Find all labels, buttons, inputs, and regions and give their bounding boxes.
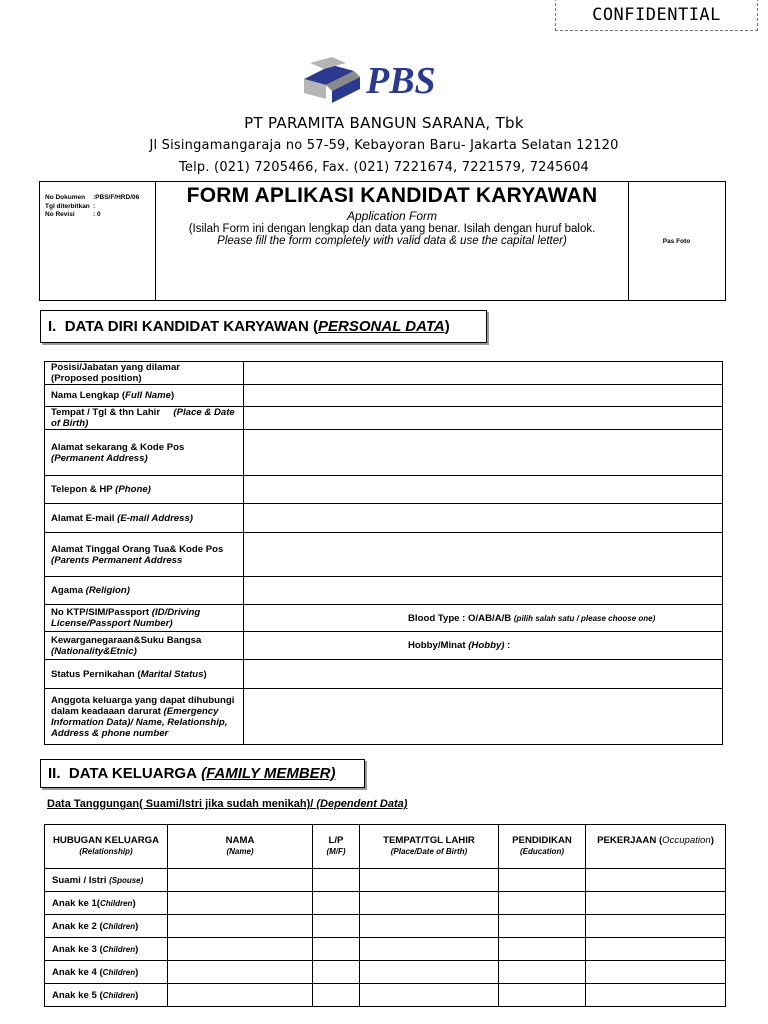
section-personal-data (40, 310, 487, 343)
logo-text: PBS (366, 60, 436, 102)
row-email (45, 504, 723, 533)
photo-label: Pas Foto (662, 237, 691, 245)
cell-birth[interactable] (360, 984, 499, 1007)
field-full-name[interactable] (244, 385, 723, 407)
family-row-child-4 (45, 961, 726, 984)
doc-date-value: : (93, 202, 96, 210)
row-id-number (45, 605, 723, 632)
label-nationality: Kewarganegaraan&Suku Bangsa (Nationality&Etnic) (45, 632, 244, 660)
section-number: II. (48, 765, 61, 782)
label-id-number: No KTP/SIM/Passport (ID/Driving License/Passport Number) (45, 605, 244, 632)
company-address: Jl Sisingamangaraja no 57-59, Kebayoran Baru- Jakarta Selatan 12120 (149, 138, 619, 153)
family-row-child-5 (45, 984, 726, 1007)
family-header-row (45, 825, 726, 869)
label-birth: Tempat / Tgl & thn Lahir (Place & Date of Birth) (45, 407, 244, 430)
row-parents-address (45, 533, 723, 577)
family-row-spouse (45, 869, 726, 892)
relationship-child-3: Anak ke 3 (Children) (45, 938, 168, 961)
cell-birth[interactable] (360, 961, 499, 984)
cell-education[interactable] (499, 961, 586, 984)
company-logo (302, 55, 472, 103)
field-blood-type[interactable]: Blood Type : O/AB/A/B (pilih salah satu / please choose one) (244, 605, 723, 632)
field-emergency-contact[interactable] (244, 689, 723, 745)
field-address[interactable] (244, 430, 723, 476)
field-email[interactable] (244, 504, 723, 533)
instruction-indonesian: (Isilah Form ini dengan lengkap dan data yang benar. Isilah dengan huruf balok. (188, 223, 596, 235)
col-birth: TEMPAT/TGL LAHIR (Place/Date of Birth) (360, 825, 499, 869)
section-title-en: PERSONAL DATA (318, 318, 445, 335)
label-position: Posisi/Jabatan yang dilamar (Proposed position) (45, 362, 244, 385)
label-phone: Telepon & HP (Phone) (45, 476, 244, 504)
section-title: DATA DIRI KANDIDAT KARYAWAN ( (64, 318, 319, 335)
cell-occupation[interactable] (586, 984, 726, 1007)
company-name: PT PARAMITA BANGUN SARANA, Tbk (244, 114, 524, 132)
col-name: NAMA (Name) (168, 825, 313, 869)
label-address: Alamat sekarang & Kode Pos (Permanent Address) (45, 430, 244, 476)
doc-revision-value: : 0 (93, 211, 101, 218)
cell-name[interactable] (168, 938, 313, 961)
cell-education[interactable] (499, 984, 586, 1007)
relationship-child-4: Anak ke 4 (Children) (45, 961, 168, 984)
label-emergency-contact: Anggota keluarga yang dapat dihubungi dalam keadaaan darurat (Emergency Information Data)/ Name, Relationship, Address & phone number (45, 689, 244, 745)
field-phone[interactable] (244, 476, 723, 504)
cell-birth[interactable] (360, 892, 499, 915)
col-gender: L/P (M/F) (313, 825, 360, 869)
field-position[interactable] (244, 362, 723, 385)
row-religion (45, 577, 723, 605)
row-position (45, 362, 723, 385)
cell-education[interactable] (499, 915, 586, 938)
section-family-data (40, 759, 365, 788)
section-title: DATA KELUARGA (68, 765, 197, 782)
cell-birth[interactable] (360, 915, 499, 938)
cell-gender[interactable] (313, 915, 360, 938)
doc-number-label: No Dokumen (45, 194, 86, 201)
field-parents-address[interactable] (244, 533, 723, 577)
cell-occupation[interactable] (586, 869, 726, 892)
form-subtitle: Application Form (346, 209, 438, 223)
row-address (45, 430, 723, 476)
relationship-spouse: Suami / Istri (Spouse) (45, 869, 168, 892)
field-hobby[interactable]: Hobby/Minat (Hobby) : (244, 632, 723, 660)
family-member-table (44, 824, 726, 1007)
document-info (40, 182, 156, 300)
label-parents-address: Alamat Tinggal Orang Tua& Kode Pos (Parents Permanent Address (45, 533, 244, 577)
doc-number-value: :PBS/F/HRD/06 (93, 194, 140, 201)
section-number: I. (48, 318, 57, 335)
cell-education[interactable] (499, 938, 586, 961)
cell-birth[interactable] (360, 869, 499, 892)
family-row-child-3 (45, 938, 726, 961)
row-marital-status (45, 660, 723, 689)
cell-occupation[interactable] (586, 915, 726, 938)
col-education: PENDIDIKAN (Education) (499, 825, 586, 869)
cell-gender[interactable] (313, 869, 360, 892)
confidential-stamp: CONFIDENTIAL (555, 0, 758, 31)
family-row-child-2 (45, 915, 726, 938)
relationship-child-2: Anak ke 2 (Children) (45, 915, 168, 938)
col-occupation: PEKERJAAN (Occupation) (586, 825, 726, 869)
photo-box[interactable] (628, 182, 725, 300)
doc-revision-label: No Revisi (45, 211, 75, 218)
cell-gender[interactable] (313, 938, 360, 961)
instruction-english: Please fill the form completely with valid data & use the capital letter) (217, 235, 567, 247)
row-birth (45, 407, 723, 430)
form-title: FORM APLIKASI KANDIDAT KARYAWAN (186, 184, 598, 207)
cell-gender[interactable] (313, 961, 360, 984)
relationship-child-1: Anak ke 1(Children) (45, 892, 168, 915)
label-religion: Agama (Religion) (45, 577, 244, 605)
relationship-child-5: Anak ke 5 (Children) (45, 984, 168, 1007)
cell-name[interactable] (168, 892, 313, 915)
cell-name[interactable] (168, 869, 313, 892)
label-marital-status: Status Pernikahan (Marital Status) (45, 660, 244, 689)
cell-name[interactable] (168, 961, 313, 984)
row-full-name (45, 385, 723, 407)
cell-occupation[interactable] (586, 961, 726, 984)
cell-education[interactable] (499, 892, 586, 915)
row-emergency-contact (45, 689, 723, 745)
company-phone: Telp. (021) 7205466, Fax. (021) 7221674, 7221579, 7245604 (178, 160, 590, 175)
label-full-name: Nama Lengkap (Full Name) (45, 385, 244, 407)
cell-birth[interactable] (360, 938, 499, 961)
title-cell (156, 182, 629, 300)
form-header (39, 181, 726, 301)
label-email: Alamat E-mail (E-mail Address) (45, 504, 244, 533)
section-title-suffix: ) (444, 318, 450, 335)
cell-name[interactable] (168, 984, 313, 1007)
cell-occupation[interactable] (586, 892, 726, 915)
field-birth[interactable] (244, 407, 723, 430)
cell-gender[interactable] (313, 892, 360, 915)
field-religion[interactable] (244, 577, 723, 605)
cell-name[interactable] (168, 915, 313, 938)
col-relationship: HUBUGAN KELUARGA (Relationship) (45, 825, 168, 869)
row-phone (45, 476, 723, 504)
personal-data-table (44, 361, 723, 745)
cell-gender[interactable] (313, 984, 360, 1007)
field-marital-status[interactable] (244, 660, 723, 689)
section-title-en: (FAMILY MEMBER) (201, 765, 336, 782)
family-row-child-1 (45, 892, 726, 915)
cell-occupation[interactable] (586, 938, 726, 961)
row-nationality (45, 632, 723, 660)
cell-education[interactable] (499, 869, 586, 892)
dependent-data-label: Data Tanggungan( Suami/Istri jika sudah menikah)/ (Dependent Data) (47, 798, 408, 810)
doc-date-label: Tgl diterbitkan (45, 202, 90, 210)
